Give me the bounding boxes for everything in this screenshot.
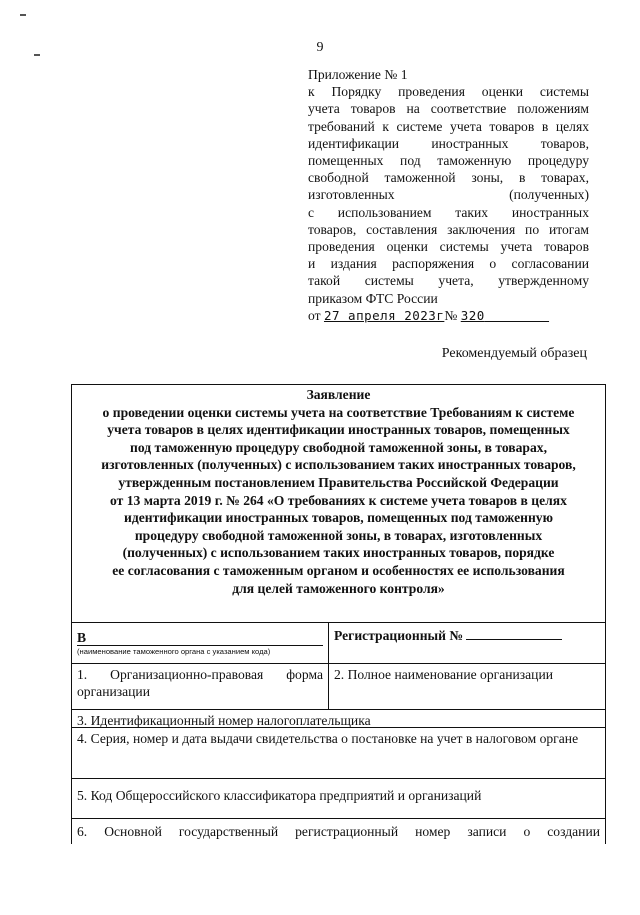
form-subtitle-line: ее согласования с таможенным органом и особенностях ее использования xyxy=(112,562,565,578)
annex-block xyxy=(308,66,589,324)
annex-line: проведения оценки системы учета товаров xyxy=(308,239,589,255)
annex-line: к Порядку проведения оценки системы xyxy=(308,84,589,100)
organization-name-field[interactable]: 2. Полное наименование организации xyxy=(334,667,554,682)
order-prefix: от xyxy=(308,307,321,323)
page-number: 9 xyxy=(316,40,324,55)
annex-line: с использованием таких иностранных xyxy=(308,204,589,220)
order-date: 27 апреля 2023г xyxy=(323,307,445,323)
form-row-okpo xyxy=(72,779,605,819)
form-row-organization xyxy=(72,664,605,710)
annex-line: товаров, составления заключения по итогам xyxy=(308,221,589,237)
sample-label: Рекомендуемый образец xyxy=(441,346,587,361)
form-title: Заявление xyxy=(306,387,371,402)
form-row-inn xyxy=(72,710,605,728)
ogrn-field[interactable]: 6. Основной государственный регистрационный номер записи о создании xyxy=(77,824,600,839)
application-form xyxy=(71,384,606,844)
annex-line: приказом ФТС России xyxy=(308,290,438,306)
annex-line: и издания распоряжения о согласовании xyxy=(308,256,589,272)
form-subtitle-line: от 13 марта 2019 г. № 264 «О требованиях к системе учета товаров в целях xyxy=(110,492,567,508)
registration-number-field[interactable] xyxy=(329,623,605,663)
form-row-tax-certificate xyxy=(72,728,605,779)
to-prefix: В xyxy=(77,631,323,646)
form-subtitle-line: (полученных) с использованием таких иностранных товаров, порядке xyxy=(122,545,555,561)
annex-line: такой системы учета, утвержденному xyxy=(308,273,589,289)
registration-fill-line xyxy=(466,627,562,640)
annex-line: идентификации иностранных товаров, xyxy=(308,135,589,151)
order-number-label: № xyxy=(444,307,458,323)
form-subtitle-line: идентификации иностранных товаров, помещенных под таможенную xyxy=(124,510,553,526)
customs-authority-note: (наименование таможенного органа с указанием кода) xyxy=(77,647,271,656)
form-row-recipient xyxy=(72,623,605,664)
annex-line: изготовленных (полученных) xyxy=(308,187,589,203)
tax-certificate-field[interactable]: 4. Серия, номер и дата выдачи свидетельства о постановке на учет в налоговом органе xyxy=(77,731,579,746)
order-number: 320 xyxy=(460,307,485,323)
taxpayer-id-field[interactable]: 3. Идентификационный номер налогоплательщика xyxy=(77,713,371,728)
form-subtitle-line: под таможенную процедуру свободной таможенной зоны, в товарах, xyxy=(129,439,547,455)
annex-line: требований к системе учета товаров в целях xyxy=(308,118,589,134)
annex-line: учета товаров на соответствие положениям xyxy=(308,101,589,117)
order-reference xyxy=(308,307,589,324)
legal-form-field[interactable]: 1. Организационно-правовая форма организации xyxy=(72,664,329,709)
form-subtitle-line: для целей таможенного контроля» xyxy=(232,580,445,596)
registration-label: Регистрационный № xyxy=(334,628,464,643)
annex-line: помещенных под таможенную процедуру xyxy=(308,153,589,169)
scan-mark xyxy=(20,14,26,16)
form-subtitle-line: утвержденным постановлением Правительства Российской Федерации xyxy=(118,474,559,490)
customs-authority-field[interactable] xyxy=(72,623,329,663)
form-subtitle-line: процедуру свободной таможенной зоны, в товарах, изготовленных xyxy=(134,527,543,543)
form-row-ogrn xyxy=(72,819,605,841)
form-subtitle-line: о проведении оценки системы учета на соответствие Требованиям к системе xyxy=(102,404,575,420)
annex-heading: Приложение № 1 xyxy=(308,67,408,82)
okpo-code-field[interactable]: 5. Код Общероссийского классификатора предприятий и организаций xyxy=(77,788,482,803)
form-subtitle-line: учета товаров в целях идентификации иностранных товаров, помещенных xyxy=(107,422,570,438)
annex-line: свободной таможенной зоны, в товарах, xyxy=(308,170,589,186)
form-title-block xyxy=(72,385,605,623)
form-subtitle-line: изготовленных (полученных) с использованием таких иностранных товаров, xyxy=(101,457,576,473)
